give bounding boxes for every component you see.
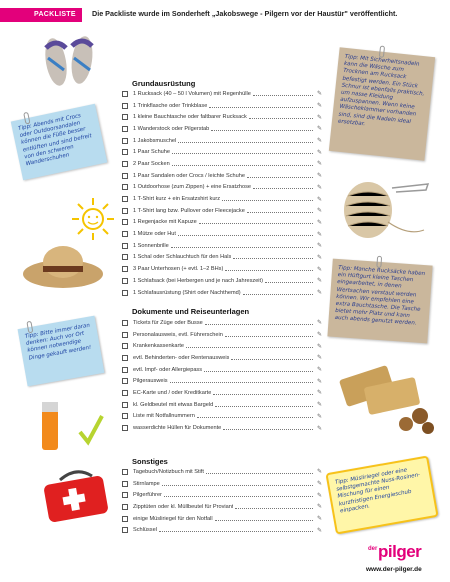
pencil-icon: ✎ <box>316 196 322 203</box>
checklist-item-label: 1 Mütze oder Hut <box>133 231 176 238</box>
checkbox[interactable] <box>122 343 128 349</box>
pencil-icon: ✎ <box>316 114 322 121</box>
checkbox[interactable] <box>122 196 128 202</box>
tip-text-sandals: Tipp: Abends mit Crocs oder Outdoorsandalen können die Füße besser entlüften und sind befreit von den schweren Wanderschuhen <box>17 112 93 168</box>
pencil-icon: ✎ <box>316 184 322 191</box>
dotted-leader <box>215 403 313 407</box>
dotted-leader <box>171 244 313 248</box>
tip-text-bauchtasche: Tipp: Manche Rucksäcke haben ein Hüftgurt kleine Taschen eingearbeitet, in denen Wertsachen verstaut werden können. Wir empfehlen eine extra Bauchtasche. Die Tasche bietet mehr Platz und kann auch abends genutzt werden. <box>334 265 426 328</box>
checkbox[interactable] <box>122 527 128 533</box>
dotted-leader <box>235 505 313 509</box>
checklist-item-label: Krankenkassenkarte <box>133 343 184 350</box>
dotted-leader <box>247 174 313 178</box>
checklist-item-label: 1 Regenjacke mit Kapuze <box>133 219 197 226</box>
checklist-item[interactable] <box>122 375 322 387</box>
checkbox[interactable] <box>122 378 128 384</box>
dotted-leader <box>170 379 313 383</box>
checklist-item[interactable] <box>122 217 322 229</box>
tip-note-pins <box>329 47 435 160</box>
paperclip-icon <box>379 45 385 57</box>
checklist-item-label: 1 Sonnenbrille <box>133 242 169 249</box>
pencil-icon: ✎ <box>316 161 322 168</box>
dotted-leader <box>204 368 313 372</box>
checklist-item-label: 1 Wanderstock oder Pilgerstab <box>133 125 210 132</box>
tip-note-muesli <box>325 455 438 534</box>
dotted-leader <box>186 344 313 348</box>
checklist-item[interactable] <box>122 524 322 536</box>
checklist-item-label: kl. Geldbeutel mit etwas Bargeld <box>133 401 214 408</box>
pencil-icon: ✎ <box>316 266 322 273</box>
dotted-leader <box>223 426 313 430</box>
checkbox[interactable] <box>122 254 128 260</box>
checkbox[interactable] <box>122 469 128 475</box>
dotted-leader <box>253 92 313 96</box>
checklist-item-label: 1 Schal oder Schlauchtuch für den Hals <box>133 254 232 261</box>
pencil-icon: ✎ <box>316 278 322 285</box>
checklist-item-label: 1 Paar Schuhe <box>133 149 171 156</box>
checklist-item[interactable] <box>122 387 322 399</box>
checkbox[interactable] <box>122 243 128 249</box>
paperclip-icon <box>26 321 33 334</box>
checkbox[interactable] <box>122 231 128 237</box>
checklist-item-label: evtl. Behinderten- oder Rentenausweis <box>133 354 230 361</box>
section-title-grund: Grundausrüstung <box>132 79 196 88</box>
checkbox[interactable] <box>122 208 128 214</box>
pencil-icon: ✎ <box>316 91 322 98</box>
checkbox[interactable] <box>122 425 128 431</box>
checklist-item-label: einige Müsliriegel für den Notfall <box>133 515 213 522</box>
checklist-item-label: Stirnlampe <box>133 480 160 487</box>
checklist-item-label: Schlüssel <box>133 527 157 534</box>
dotted-leader <box>206 470 313 474</box>
checklist-item[interactable] <box>122 146 322 158</box>
checklist-item[interactable] <box>122 100 322 112</box>
dotted-leader <box>243 291 313 295</box>
checklist-item[interactable] <box>122 135 322 147</box>
checklist-item[interactable] <box>122 252 322 264</box>
dotted-leader <box>225 333 313 337</box>
dotted-leader <box>213 391 313 395</box>
checkbox[interactable] <box>122 504 128 510</box>
pencil-icon: ✎ <box>316 126 322 133</box>
pencil-icon: ✎ <box>316 481 322 488</box>
checkbox[interactable] <box>122 184 128 190</box>
pencil-icon: ✎ <box>316 390 322 397</box>
checklist-item[interactable] <box>122 329 322 341</box>
checkbox[interactable] <box>122 492 128 498</box>
pencil-icon: ✎ <box>316 219 322 226</box>
checklist-item[interactable] <box>122 205 322 217</box>
pencil-icon: ✎ <box>316 254 322 261</box>
pencil-icon: ✎ <box>316 138 322 145</box>
tip-note-sandals <box>11 104 108 181</box>
checkbox[interactable] <box>122 278 128 284</box>
dotted-leader <box>233 255 313 259</box>
checklist-item-label: Pilgerführer <box>133 492 162 499</box>
checklist-item-label: evtl. Impf- oder Allergiepass <box>133 366 203 373</box>
checkbox[interactable] <box>122 219 128 225</box>
pencil-icon: ✎ <box>316 492 322 499</box>
pencil-icon: ✎ <box>316 332 322 339</box>
checklist-item[interactable] <box>122 501 322 513</box>
checkbox[interactable] <box>122 149 128 155</box>
checklist-item[interactable] <box>122 340 322 352</box>
muesli-bars-image <box>338 358 442 438</box>
dotted-leader <box>222 197 313 201</box>
checkbox[interactable] <box>122 320 128 326</box>
section-title-doku: Dokumente und Reiseunterlagen <box>132 307 250 316</box>
website-url[interactable]: www.der-pilger.de <box>366 566 422 573</box>
checklist-item-label: 1 Schlafsack (bei Herbergen und je nach Jahreszeit) <box>133 277 263 284</box>
checklist-item-label: Zipptüten oder kl. Müllbeutel für Proviant <box>133 503 234 510</box>
section-badge: PACKLISTE <box>0 8 82 22</box>
checklist-item-label: Tagebuch/Notizbuch mit Stift <box>133 468 204 475</box>
checklist-item[interactable] <box>122 111 322 123</box>
checklist-item-label: 3 Paar Unterhosen (+ evtl. 1–2 BHs) <box>133 266 224 273</box>
dotted-leader <box>199 220 313 224</box>
checklist-item[interactable] <box>122 182 322 194</box>
dotted-leader <box>172 150 313 154</box>
pencil-icon: ✎ <box>316 469 322 476</box>
checkbox[interactable] <box>122 332 128 338</box>
checkbox[interactable] <box>122 266 128 272</box>
checklist-item[interactable] <box>122 123 322 135</box>
dotted-leader <box>265 279 313 283</box>
checklist-item[interactable] <box>122 513 322 525</box>
pencil-icon: ✎ <box>316 516 322 523</box>
pencil-icon: ✎ <box>316 173 322 180</box>
checklist-item-label: 1 kleine Bauchtasche oder faltbarer Rucksack <box>133 114 247 121</box>
dotted-leader <box>249 115 313 119</box>
dotted-leader <box>178 139 313 143</box>
checklist-item[interactable] <box>122 352 322 364</box>
tip-note-bauchtasche <box>327 259 432 344</box>
pencil-icon: ✎ <box>316 290 322 297</box>
list-doku <box>122 317 322 434</box>
checkbox[interactable] <box>122 516 128 522</box>
checklist-item-label: 1 Jakobsmuschel <box>133 137 177 144</box>
straw-hat-image <box>20 240 106 292</box>
checklist-item-label: wasserdichte Hüllen für Dokumente <box>133 425 222 432</box>
checklist-item[interactable] <box>122 240 322 252</box>
checkbox[interactable] <box>122 413 128 419</box>
sun-icon <box>68 196 118 242</box>
first-aid-kit-image <box>40 464 112 524</box>
list-grund <box>122 88 322 298</box>
pencil-icon: ✎ <box>316 208 322 215</box>
pencil-icon: ✎ <box>316 378 322 385</box>
checklist-item-label: 1 Paar Sandalen oder Crocs / leichte Schuhe <box>133 172 245 179</box>
checklist-item[interactable] <box>122 170 322 182</box>
section-title-sonst: Sonstiges <box>132 457 168 466</box>
dotted-leader <box>225 267 313 271</box>
checkbox[interactable] <box>122 390 128 396</box>
checklist-item-label: Tickets für Züge oder Busse <box>133 319 203 326</box>
checklist-item[interactable] <box>122 263 322 275</box>
dotted-leader <box>197 414 313 418</box>
tip-note-buy <box>18 316 105 387</box>
checklist-item[interactable] <box>122 478 322 490</box>
pencil-icon: ✎ <box>316 320 322 327</box>
dotted-leader <box>159 528 313 532</box>
sunscreen-image <box>36 398 106 456</box>
checklist-item-label: Liste mit Notfallnummern <box>133 413 195 420</box>
dotted-leader <box>178 232 313 236</box>
checkbox[interactable] <box>122 173 128 179</box>
checklist-item[interactable] <box>122 317 322 329</box>
checklist-item-label: 1 Rucksack (40 – 50 l Volumen) mit Regenhülle <box>133 90 251 97</box>
checklist-item-label: 1 T-Shirt lang bzw. Pullover oder Fleecejacke <box>133 207 245 214</box>
checklist-item[interactable] <box>122 228 322 240</box>
checkbox[interactable] <box>122 161 128 167</box>
dotted-leader <box>209 104 313 108</box>
pencil-icon: ✎ <box>316 355 322 362</box>
checklist-item[interactable] <box>122 158 322 170</box>
twine-and-pin-image <box>334 166 434 250</box>
pencil-icon: ✎ <box>316 343 322 350</box>
checkbox[interactable] <box>122 91 128 97</box>
pencil-icon: ✎ <box>316 103 322 110</box>
tip-text-muesli: Tipp: Müsliriegel oder eine selbstgemachte Nuss-Rosinen-Mischung für einen kurzfristigen Energieschub einpacken. <box>334 467 421 515</box>
checklist-item-label: 1 Trinkflasche oder Trinkblase <box>133 102 208 109</box>
checklist-item[interactable] <box>122 193 322 205</box>
dotted-leader <box>253 185 313 189</box>
pencil-icon: ✎ <box>316 425 322 432</box>
checklist-item-label: Personalausweis, evtl. Führerschein <box>133 331 223 338</box>
dotted-leader <box>215 517 313 521</box>
checkbox[interactable] <box>122 481 128 487</box>
checklist-item[interactable] <box>122 466 322 478</box>
dotted-leader <box>211 127 313 131</box>
checklist-item[interactable] <box>122 364 322 376</box>
checklist-item-label: 1 Schlafausrüstung (Shirt oder Nachthemd) <box>133 289 241 296</box>
pencil-icon: ✎ <box>316 527 322 534</box>
checklist-item[interactable] <box>122 287 322 299</box>
checklist-item-label: 1 T-Shirt kurz + ein Ersatzshirt kurz <box>133 196 221 203</box>
paperclip-icon <box>23 112 30 125</box>
pencil-icon: ✎ <box>316 413 322 420</box>
checkbox[interactable] <box>122 138 128 144</box>
dotted-leader <box>172 162 313 166</box>
checklist-item[interactable] <box>122 275 322 287</box>
checkbox[interactable] <box>122 114 128 120</box>
checklist-item-label: 2 Paar Socken <box>133 160 170 167</box>
tip-text-pins: Tipp: Mit Sicherheitsnadeln kann die Wäsche zum Trocknen am Rucksack befestigt werden. Ein Stück Schnur ist ebenfalls praktisch, um nasse Kleidung aufzuspannen. Wenn keine Wäscheklammer vorhanden sind, sind die Nadeln ideal ersetzbar. <box>337 53 425 128</box>
dotted-leader <box>247 209 313 213</box>
checklist-item[interactable] <box>122 411 322 423</box>
checkbox[interactable] <box>122 367 128 373</box>
pencil-icon: ✎ <box>316 149 322 156</box>
checklist-item[interactable] <box>122 489 322 501</box>
checkbox[interactable] <box>122 126 128 132</box>
list-sonst <box>122 466 322 536</box>
dotted-leader <box>205 321 313 325</box>
checklist-item-label: Pilgerausweis <box>133 378 168 385</box>
checklist-item[interactable] <box>122 422 322 434</box>
checkbox[interactable] <box>122 402 128 408</box>
checklist-item-label: EC-Karte und / oder Kreditkarte <box>133 389 212 396</box>
dotted-leader <box>162 482 313 486</box>
pencil-icon: ✎ <box>316 231 322 238</box>
page-headline: Die Packliste wurde im Sonderheft „Jakobswege - Pilgern vor der Haustür" veröffentlicht. <box>92 9 398 18</box>
checkbox[interactable] <box>122 103 128 109</box>
paperclip-icon <box>376 256 382 268</box>
checklist-item[interactable] <box>122 399 322 411</box>
sandals-image <box>34 30 104 90</box>
dotted-leader <box>164 493 313 497</box>
checkbox[interactable] <box>122 290 128 296</box>
pencil-icon: ✎ <box>316 504 322 511</box>
pencil-icon: ✎ <box>316 367 322 374</box>
dotted-leader <box>231 356 313 360</box>
pencil-icon: ✎ <box>316 402 322 409</box>
checklist-item[interactable] <box>122 88 322 100</box>
pencil-icon: ✎ <box>316 243 322 250</box>
tip-text-buy: Tipp: Bitte immer daran denken: Auch vor Ort können notwendige Dinge gekauft werden! <box>24 322 92 362</box>
checkbox[interactable] <box>122 355 128 361</box>
checklist-item-label: 1 Outdoorhose (zum Zippen) + eine Ersatzhose <box>133 184 251 191</box>
